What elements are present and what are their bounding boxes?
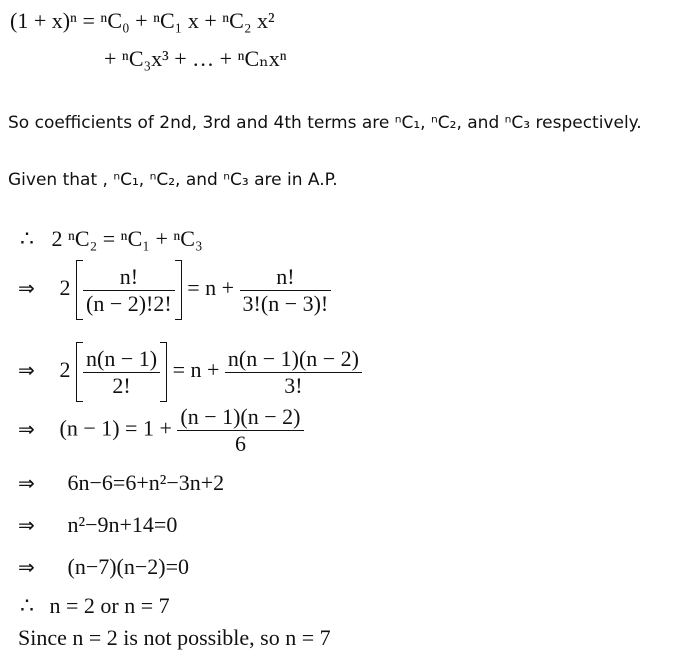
conclusion: Since n = 2 is not possible, so n = 7: [18, 625, 331, 650]
implies-arrow: ⇒: [18, 276, 35, 301]
fraction: $\frac{n(n - 1)}{2!}$: [83, 348, 160, 397]
given-text: Given that , ⁿC₁, ⁿC₂, and ⁿC₃ are in A.P.: [8, 170, 338, 190]
fraction: $\frac{n!}{(n - 2)!2!}$: [83, 266, 175, 315]
fraction: $\frac{n(n - 1)(n - 2)}{3!}$: [225, 348, 362, 397]
therefore-symbol: ∴: [20, 593, 34, 618]
step-simplified: ⇒ (n − 1) = 1 + $\frac{(n - 1)(n - 2)}{6}$: [18, 406, 304, 455]
right-bracket: [175, 260, 182, 320]
implies-arrow: ⇒: [18, 555, 35, 579]
step-linear-expansion: ⇒ 6n−6=6+n²−3n+2: [18, 470, 225, 495]
therefore-symbol: ∴: [20, 226, 34, 251]
fraction: $\frac{(n - 1)(n - 2)}{6}$: [177, 406, 303, 455]
fraction: $\frac{n!}{3!(n - 3)!}$: [240, 266, 332, 315]
step-solutions: ∴ n = 2 or n = 7: [20, 593, 170, 618]
step-factorial-form: ⇒ 2 $\frac{n!}{(n - 2)!2!}$ = n + $\frac{n!}{3!(n - 3)!}$: [18, 260, 331, 320]
implies-arrow: ⇒: [18, 471, 35, 495]
implies-arrow: ⇒: [18, 513, 35, 537]
left-bracket: [76, 342, 83, 402]
implies-arrow: ⇒: [18, 416, 35, 441]
coefficients-text: So coefficients of 2nd, 3rd and 4th terms are ⁿC₁, ⁿC₂, and ⁿC₃ respectively.: [8, 113, 642, 133]
step-quadratic: ⇒ n²−9n+14=0: [18, 512, 178, 537]
implies-arrow: ⇒: [18, 358, 35, 383]
step-ap-condition: ∴ 2 ⁿC₂ = ⁿC₁ + ⁿC₃: [20, 226, 203, 251]
binomial-expansion-line-2: + ⁿC₃x³ + … + ⁿCₙxⁿ: [104, 46, 287, 71]
step-factored: ⇒ (n−7)(n−2)=0: [18, 554, 190, 579]
step-expanded-form: ⇒ 2 $\frac{n(n - 1)}{2!}$ = n + $\frac{n(n - 1)(n - 2)}{3!}$: [18, 342, 362, 402]
binomial-expansion-line-1: (1 + x)ⁿ = ⁿC₀ + ⁿC₁ x + ⁿC₂ x²: [10, 8, 275, 33]
right-bracket: [160, 342, 167, 402]
left-bracket: [76, 260, 83, 320]
